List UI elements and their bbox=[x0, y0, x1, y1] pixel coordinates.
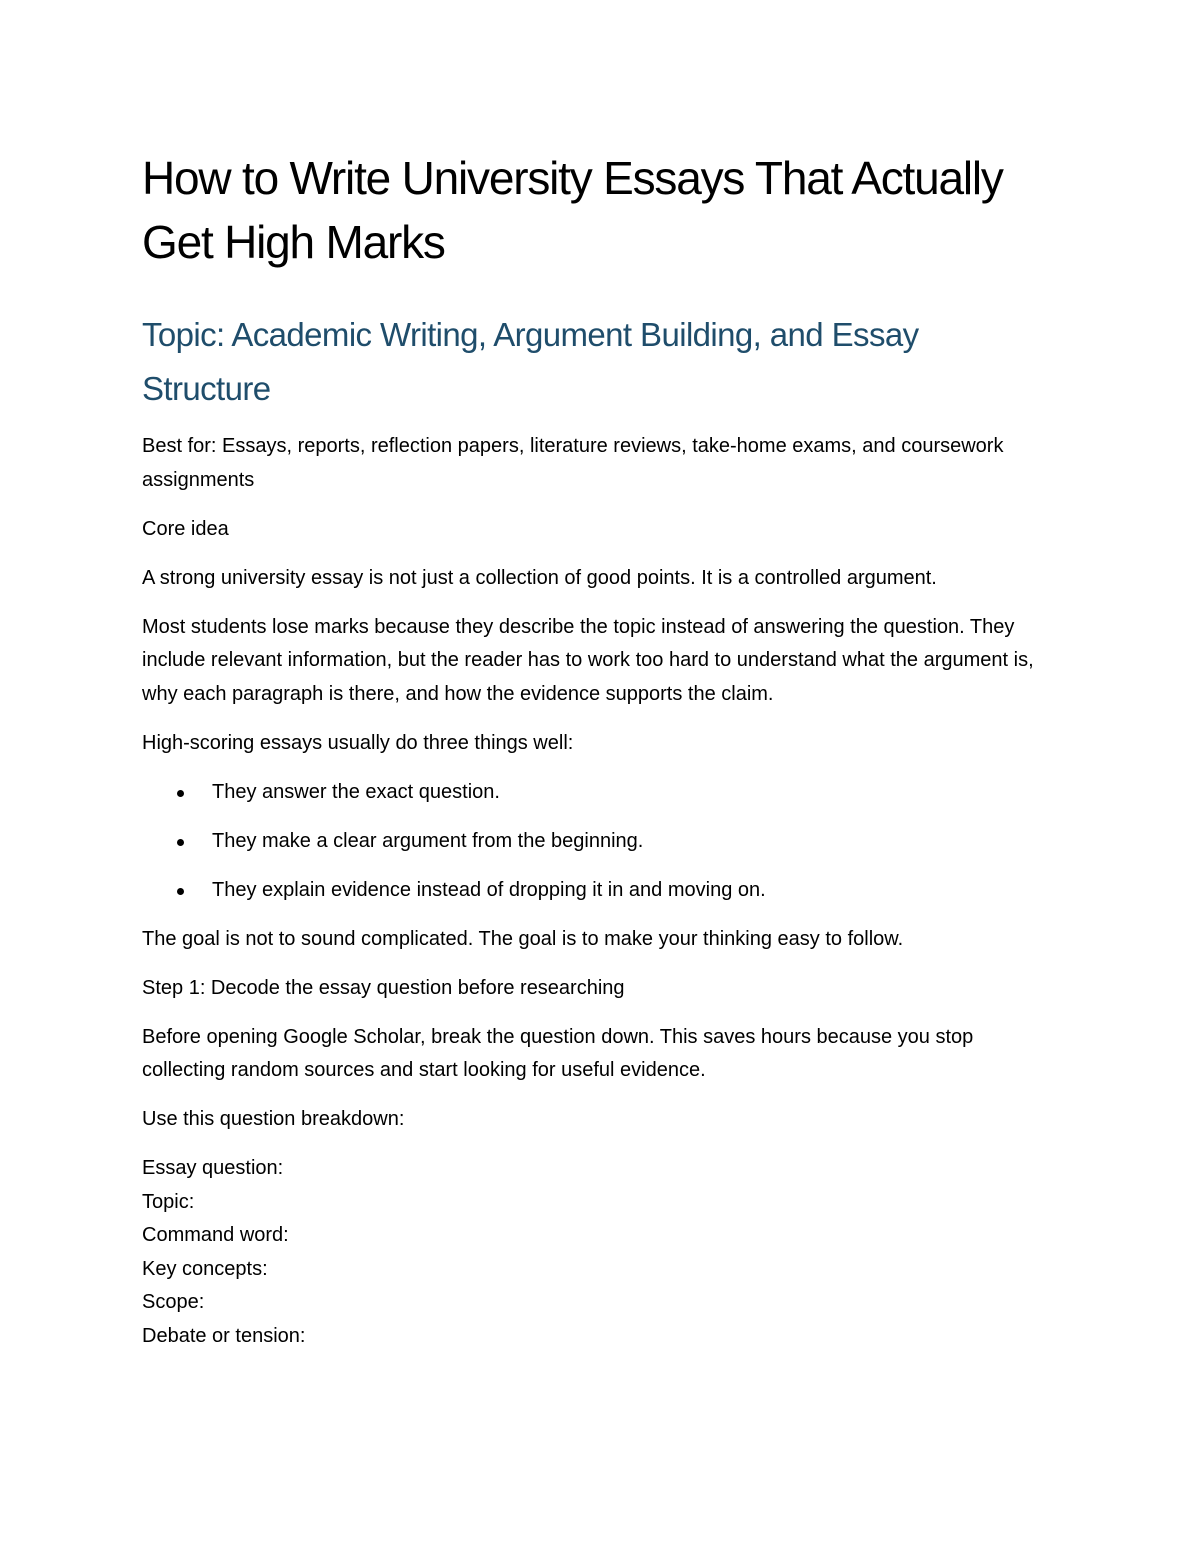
document-title: How to Write University Essays That Actually Get High Marks bbox=[142, 152, 1003, 268]
step1-heading: Step 1: Decode the essay question before researching bbox=[142, 976, 625, 999]
list-item-text: They explain evidence instead of dropping it in and moving on. bbox=[212, 878, 766, 901]
breakdown-intro: Use this question breakdown: bbox=[142, 1108, 405, 1130]
breakdown-field-debate: Debate or tension: bbox=[142, 1324, 306, 1347]
step1-paragraph: Before opening Google Scholar, break the question down. This saves hours because you stop collecting random sources and start looking for useful evidence. bbox=[142, 1025, 974, 1081]
document-body bbox=[142, 430, 1052, 1353]
breakdown-field-scope: Scope: bbox=[142, 1291, 205, 1313]
goal-paragraph: The goal is not to sound complicated. The goal is to make your thinking easy to follow. bbox=[142, 927, 904, 950]
high-scoring-intro: High-scoring essays usually do three things well: bbox=[142, 731, 574, 754]
list-item bbox=[142, 776, 1052, 810]
question-breakdown bbox=[142, 1152, 1052, 1353]
lose-marks-paragraph: Most students lose marks because they describe the topic instead of answering the question. They include relevant information, but the reader has to work too hard to understand what the argument is, why each paragraph is there, and how the evidence supports the claim. bbox=[142, 615, 1034, 705]
breakdown-field-essay-question: Essay question: bbox=[142, 1157, 284, 1179]
breakdown-field-command-word: Command word: bbox=[142, 1224, 289, 1246]
high-scoring-list bbox=[142, 776, 1052, 908]
core-idea-heading: Core idea bbox=[142, 517, 229, 540]
document-content bbox=[142, 146, 1052, 1347]
list-item bbox=[142, 874, 1052, 908]
breakdown-field-key-concepts: Key concepts: bbox=[142, 1257, 268, 1280]
core-idea-paragraph: A strong university essay is not just a collection of good points. It is a controlled argument. bbox=[142, 566, 937, 589]
bullet-icon bbox=[177, 839, 184, 846]
breakdown-field-topic: Topic: bbox=[142, 1190, 195, 1213]
best-for-paragraph: Best for: Essays, reports, reflection papers, literature reviews, take-home exams, and coursework assignments bbox=[142, 435, 1004, 491]
list-item-text: They answer the exact question. bbox=[212, 780, 500, 803]
bullet-icon bbox=[177, 790, 184, 797]
document-subtitle: Topic: Academic Writing, Argument Building, and Essay Structure bbox=[142, 316, 919, 407]
list-item bbox=[142, 825, 1052, 859]
list-item-text: They make a clear argument from the beginning. bbox=[212, 829, 644, 852]
bullet-icon bbox=[177, 888, 184, 895]
